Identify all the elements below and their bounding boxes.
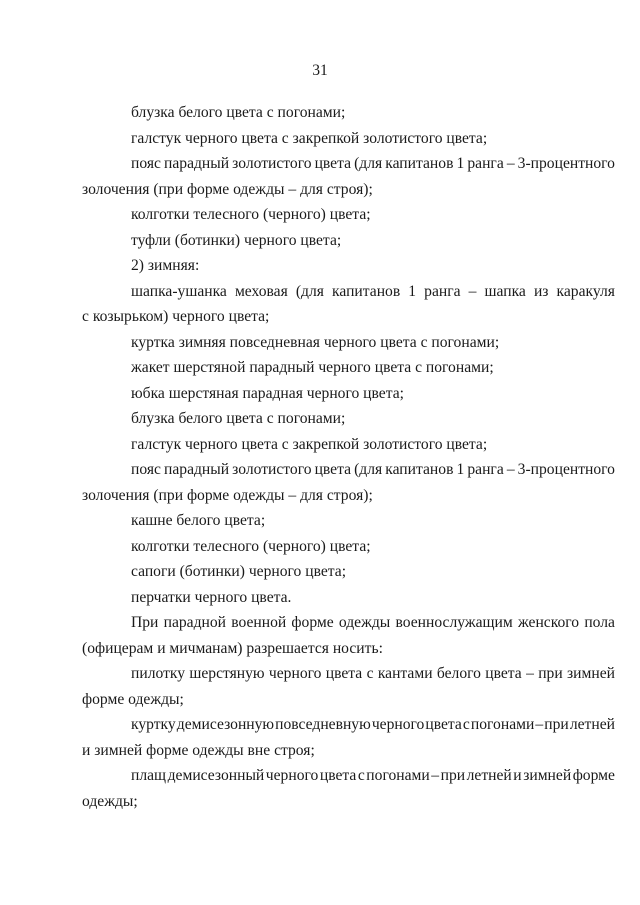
- word: –: [506, 461, 515, 478]
- word: 1: [456, 155, 465, 172]
- word: капитанов: [332, 283, 401, 300]
- word: капитанов: [385, 461, 454, 478]
- word: кантами: [377, 665, 433, 682]
- word: пилотку: [131, 665, 186, 682]
- word: каракуля: [556, 283, 615, 300]
- text-line: блузка белого цвета с погонами;: [131, 410, 346, 427]
- word: демисезонную: [176, 716, 275, 733]
- word: –: [431, 767, 440, 784]
- word: погонами: [470, 716, 535, 733]
- text-line: (офицерам и мичманам) разрешается носить:: [82, 640, 383, 657]
- text-line: с козырьком) черного цвета;: [82, 308, 270, 325]
- word: черного: [371, 716, 425, 733]
- word: зимней: [567, 665, 615, 682]
- word: ранга: [424, 283, 461, 300]
- text-line: куртка зимняя повседневная черного цвета с погонами;: [131, 334, 500, 351]
- word: –: [506, 155, 515, 172]
- word: из: [533, 283, 549, 300]
- word: пояс: [131, 461, 161, 478]
- word: с: [462, 716, 470, 733]
- word: –: [526, 665, 534, 682]
- word: черного: [265, 767, 319, 784]
- word: 1: [456, 461, 465, 478]
- word: пояс: [131, 155, 161, 172]
- word: капитанов: [385, 155, 454, 172]
- text-line: [131, 665, 615, 683]
- word: 3-процентного: [517, 461, 615, 478]
- text-line: и зимней форме одежды вне строя;: [82, 742, 315, 759]
- word: с: [357, 767, 365, 784]
- word: форме: [572, 767, 615, 784]
- word: с: [366, 665, 374, 682]
- word: при: [440, 767, 466, 784]
- text-line: золочения (при форме одежды – для строя);: [82, 181, 373, 198]
- word: белого: [436, 665, 481, 682]
- word: цвета: [314, 461, 352, 478]
- word: золотистого: [232, 461, 312, 478]
- word: 1: [408, 283, 417, 300]
- word: шапка-ушанка: [131, 283, 227, 300]
- word: цвета: [319, 767, 357, 784]
- word: женского: [517, 614, 580, 631]
- word: при: [538, 665, 563, 682]
- word: цвета: [325, 665, 363, 682]
- text-line: сапоги (ботинки) черного цвета;: [131, 563, 347, 580]
- text-line: кашне белого цвета;: [131, 512, 266, 529]
- word: –: [468, 283, 477, 300]
- word: повседневную: [275, 716, 371, 733]
- text-line: перчатки черного цвета.: [131, 589, 292, 606]
- word: демисезонный: [167, 767, 265, 784]
- word: форме: [291, 614, 334, 631]
- word: ранга: [467, 155, 504, 172]
- page-number: 31: [312, 62, 328, 79]
- word: военной: [231, 614, 287, 631]
- word: куртку: [131, 716, 176, 733]
- word: парадной: [163, 614, 227, 631]
- word: (для: [354, 155, 383, 172]
- text-line: золочения (при форме одежды – для строя);: [82, 487, 373, 504]
- word: парадный: [164, 155, 230, 172]
- word: 3-процентного: [517, 155, 615, 172]
- text-line: 2) зимняя:: [131, 257, 200, 274]
- text-line: [131, 716, 615, 734]
- word: цвета: [314, 155, 352, 172]
- word: При: [131, 614, 159, 631]
- text-line: галстук черного цвета с закрепкой золотистого цвета;: [131, 436, 488, 453]
- word: золотистого: [232, 155, 312, 172]
- text-line: [131, 767, 615, 785]
- word: шапка: [484, 283, 526, 300]
- word: цвета: [425, 716, 462, 733]
- word: шерстяную: [189, 665, 265, 682]
- text-line: [131, 283, 615, 301]
- text-line: блузка белого цвета с погонами;: [131, 104, 346, 121]
- text-line: [131, 461, 615, 479]
- text-line: колготки телесного (черного) цвета;: [131, 206, 371, 223]
- text-line: [131, 155, 615, 173]
- word: плащ: [131, 767, 167, 784]
- word: летней: [569, 716, 615, 733]
- word: при: [544, 716, 569, 733]
- text-line: жакет шерстяной парадный черного цвета с погонами;: [131, 359, 494, 376]
- text-line: колготки телесного (черного) цвета;: [131, 538, 371, 555]
- text-line: юбка шерстяная парадная черного цвета;: [131, 385, 404, 402]
- word: пола: [584, 614, 615, 631]
- word: цвета: [485, 665, 522, 682]
- word: и: [513, 767, 522, 784]
- word: летней: [466, 767, 512, 784]
- word: погонами: [366, 767, 430, 784]
- word: парадный: [164, 461, 230, 478]
- word: черного: [268, 665, 322, 682]
- word: зимней: [523, 767, 572, 784]
- word: ранга: [467, 461, 504, 478]
- word: меховая: [234, 283, 288, 300]
- word: (для: [354, 461, 383, 478]
- word: военнослужащим: [395, 614, 513, 631]
- text-line: туфли (ботинки) черного цвета;: [131, 232, 342, 249]
- text-line: галстук черного цвета с закрепкой золотистого цвета;: [131, 130, 488, 147]
- text-line: форме одежды;: [82, 691, 184, 708]
- text-line: одежды;: [82, 793, 138, 810]
- word: (для: [295, 283, 324, 300]
- word: одежды: [338, 614, 391, 631]
- word: –: [535, 716, 544, 733]
- text-line: [131, 614, 615, 632]
